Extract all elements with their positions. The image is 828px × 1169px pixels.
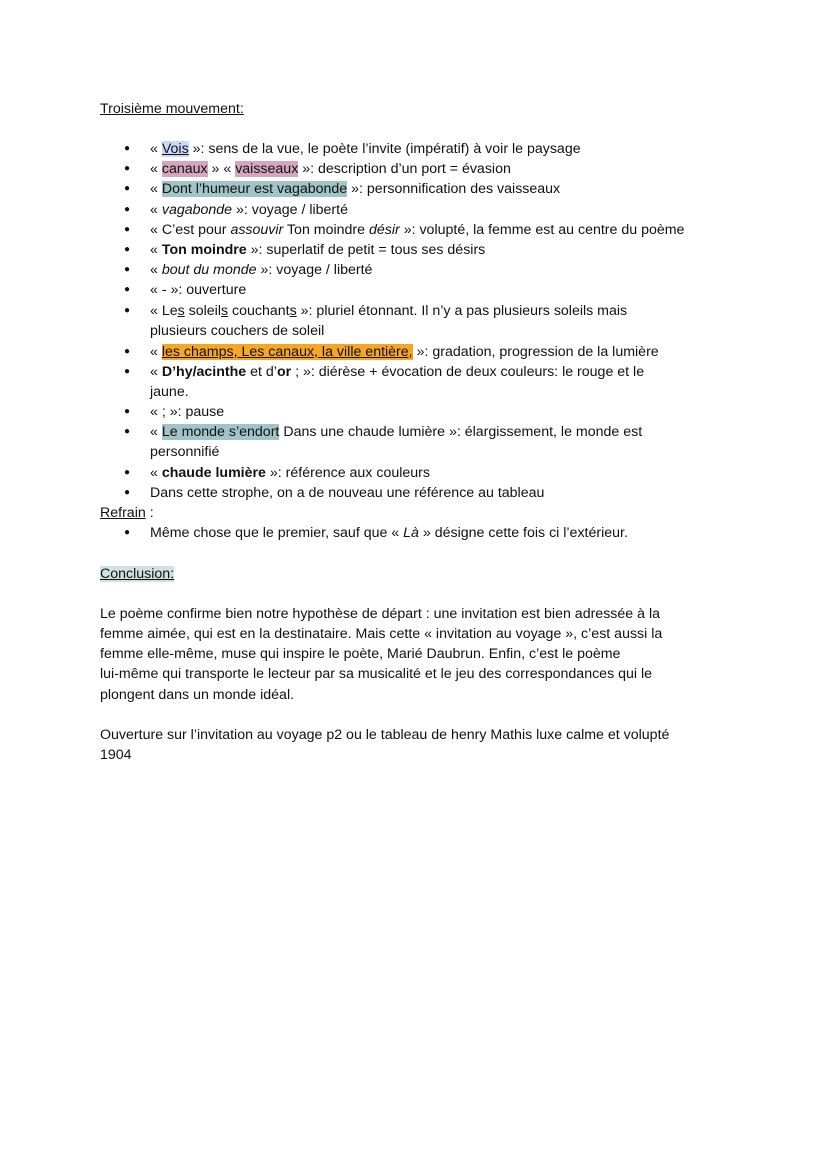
bullet-icon: ● xyxy=(124,467,131,478)
list-item: « chaude lumière »: référence aux couleurs xyxy=(150,465,430,481)
list-item: « canaux » « vaisseaux »: description d’un port = évasion xyxy=(150,161,511,177)
bullet-icon: ● xyxy=(124,406,131,417)
list-item: « D’hy/acinthe et d’or ; »: diérèse + évocation de deux couleurs: le rouge et le xyxy=(150,364,645,380)
ouverture-line: Ouverture sur l’invitation au voyage p2 ou le tableau de henry Mathis luxe calme et volupté xyxy=(100,727,670,743)
bullet-icon: ● xyxy=(124,426,131,437)
bullet-icon: ● xyxy=(124,305,131,316)
conclusion-heading: Conclusion: xyxy=(100,566,175,582)
bullet-icon: ● xyxy=(124,346,131,357)
bullet-icon: ● xyxy=(124,183,131,194)
highlight-vois: Vois xyxy=(161,141,189,157)
bullet-icon: ● xyxy=(124,487,131,498)
list-item-continuation: jaune. xyxy=(150,384,189,400)
conclusion-paragraph-line: femme aimée, qui est en la destinataire. Mais cette « invitation au voyage », c’est aussi la xyxy=(100,626,663,642)
conclusion-paragraph-line: plongent dans un monde idéal. xyxy=(100,687,295,703)
bullet-icon: ● xyxy=(124,366,131,377)
list-item: « Les soleils couchants »: pluriel étonnant. Il n’y a pas plusieurs soleils mais xyxy=(150,303,628,319)
list-item-continuation: plusieurs couchers de soleil xyxy=(150,323,325,339)
highlight-canaux: canaux xyxy=(161,161,208,177)
section-heading: Troisième mouvement: xyxy=(100,101,244,117)
list-item: « Dont l’humeur est vagabonde »: personnification des vaisseaux xyxy=(150,181,561,197)
bullet-icon: ● xyxy=(124,527,131,538)
refrain-heading: Refrain : xyxy=(100,505,154,521)
conclusion-paragraph-line: lui-même qui transporte le lecteur par sa musicalité et le jeu des correspondances qui le xyxy=(100,666,653,682)
conclusion-paragraph-line: Le poème confirme bien notre hypothèse de départ : une invitation est bien adressée à la xyxy=(100,606,660,622)
list-item: Dans cette strophe, on a de nouveau une référence au tableau xyxy=(150,485,545,501)
highlight-monde: Le monde s’endort xyxy=(161,424,280,440)
bullet-icon: ● xyxy=(124,204,131,215)
bullet-icon: ● xyxy=(124,244,131,255)
list-item: « vagabonde »: voyage / liberté xyxy=(150,202,348,218)
highlight-champs: les champs, Les canaux, la ville entière, xyxy=(161,344,413,360)
list-item: « Ton moindre »: superlatif de petit = tous ses désirs xyxy=(150,242,486,258)
bullet-icon: ● xyxy=(124,143,131,154)
highlight-humeur: Dont l’humeur est vagabonde xyxy=(161,181,348,197)
bullet-icon: ● xyxy=(124,264,131,275)
bullet-icon: ● xyxy=(124,224,131,235)
list-item: « Vois »: sens de la vue, le poète l’invite (impératif) à voir le paysage xyxy=(150,141,581,157)
list-item: « bout du monde »: voyage / liberté xyxy=(150,262,373,278)
highlight-vaisseaux: vaisseaux xyxy=(235,161,299,177)
list-item: « C’est pour assouvir Ton moindre désir »: volupté, la femme est au centre du poème xyxy=(150,222,685,238)
bullet-icon: ● xyxy=(124,284,131,295)
list-item-continuation: personnifié xyxy=(150,444,220,460)
list-item: « ; »: pause xyxy=(150,404,225,420)
bullet-icon: ● xyxy=(124,163,131,174)
list-item: « Le monde s’endort Dans une chaude lumière »: élargissement, le monde est xyxy=(150,424,643,440)
list-item: Même chose que le premier, sauf que « Là » désigne cette fois ci l’extérieur. xyxy=(150,525,628,541)
ouverture-line: 1904 xyxy=(100,747,132,763)
list-item: « - »: ouverture xyxy=(150,282,247,298)
conclusion-paragraph-line: femme elle-même, muse qui inspire le poète, Marié Daubrun. Enfin, c’est le poème xyxy=(100,646,621,662)
list-item: « les champs, Les canaux, la ville entière, »: gradation, progression de la lumière xyxy=(150,344,659,360)
